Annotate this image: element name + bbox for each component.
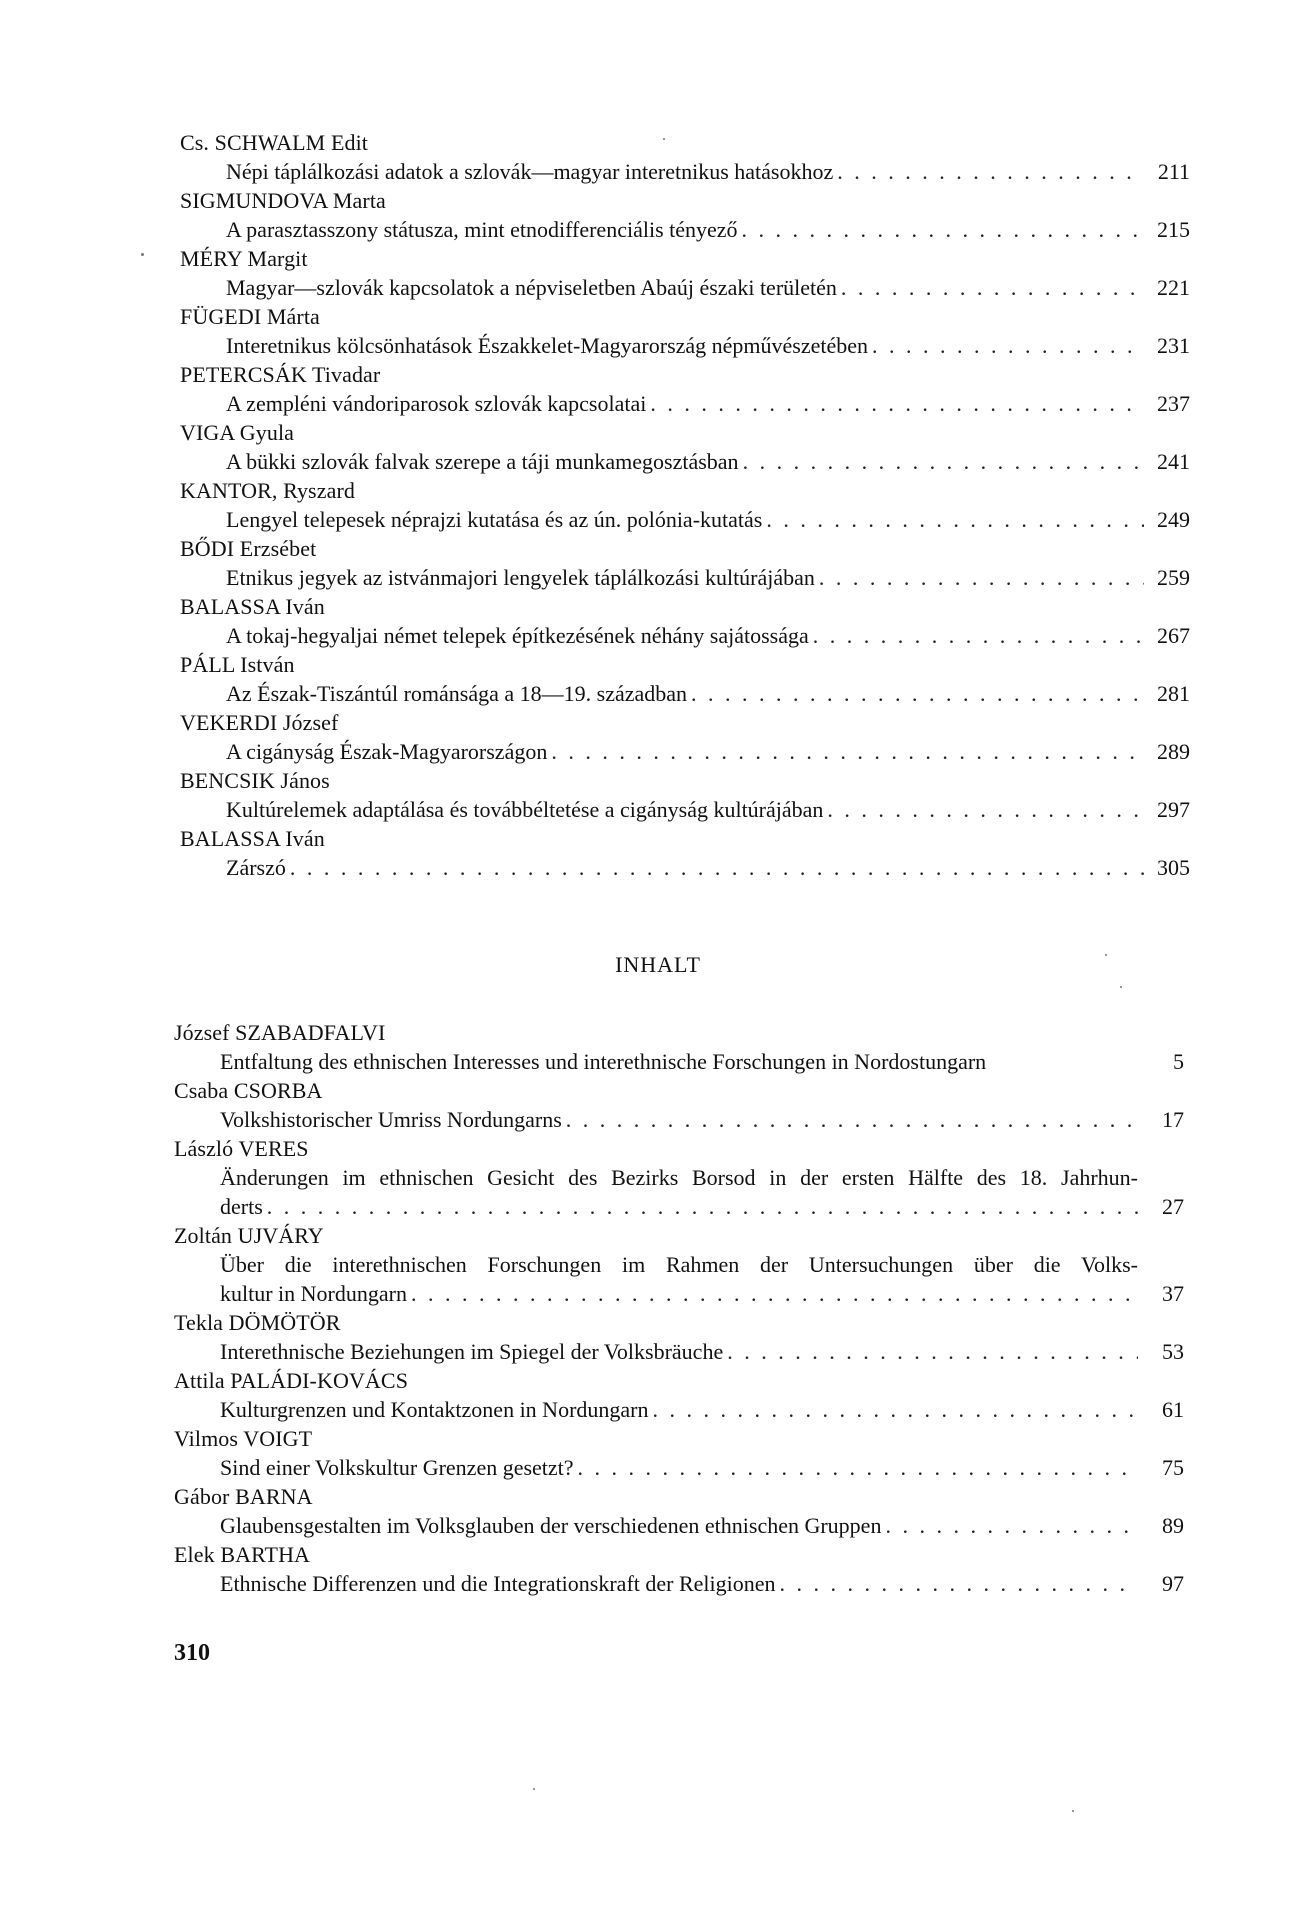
toc-line bbox=[226, 563, 1190, 592]
toc-page-number: 297 bbox=[1157, 797, 1190, 822]
toc-line bbox=[220, 1395, 1184, 1424]
toc-title-line: Über die interethnischen Forschungen im Rahmen der Untersuchungen über die Volks- bbox=[220, 1252, 1138, 1277]
toc-line bbox=[226, 157, 1190, 186]
toc-article bbox=[226, 331, 1190, 360]
toc-author: Csaba CSORBA bbox=[174, 1078, 323, 1103]
toc-page-number: 211 bbox=[1157, 159, 1190, 184]
toc-line bbox=[220, 1511, 1184, 1540]
toc-page-number: 17 bbox=[1162, 1107, 1184, 1132]
toc-entry bbox=[180, 418, 1190, 476]
toc-entry bbox=[174, 1424, 1184, 1482]
toc-article bbox=[226, 215, 1190, 244]
toc-title: A zempléni vándoriparosok szlovák kapcsolatai bbox=[226, 391, 647, 416]
toc-article bbox=[226, 795, 1190, 824]
toc-article bbox=[220, 1047, 1184, 1076]
toc-entry bbox=[180, 824, 1190, 882]
toc-line bbox=[226, 389, 1190, 418]
toc-article bbox=[220, 1163, 1184, 1221]
toc-line bbox=[226, 853, 1190, 882]
toc-article bbox=[220, 1395, 1184, 1424]
toc-page-number: 89 bbox=[1162, 1513, 1184, 1538]
toc-author: Zoltán UJVÁRY bbox=[174, 1223, 324, 1248]
toc-line bbox=[220, 1453, 1184, 1482]
toc-title: Volkshistorischer Umriss Nordungarns bbox=[220, 1107, 562, 1132]
toc-author: BALASSA Iván bbox=[180, 594, 325, 619]
toc-page-number: 305 bbox=[1157, 855, 1190, 880]
toc-line bbox=[226, 795, 1190, 824]
dot-leader bbox=[837, 273, 1144, 302]
scan-speck bbox=[533, 1788, 535, 1790]
toc-page-number: 241 bbox=[1157, 449, 1190, 474]
toc-entry bbox=[174, 1366, 1184, 1424]
toc-entry bbox=[180, 592, 1190, 650]
toc-author: Gábor BARNA bbox=[174, 1484, 313, 1509]
toc-article bbox=[226, 621, 1190, 650]
toc-author: FÜGEDI Márta bbox=[180, 304, 320, 329]
toc-entry bbox=[174, 1482, 1184, 1540]
toc-entry bbox=[174, 1540, 1184, 1598]
toc-line bbox=[226, 737, 1190, 766]
toc-author: VIGA Gyula bbox=[180, 420, 295, 445]
dot-leader bbox=[286, 853, 1144, 882]
toc-title: Etnikus jegyek az istvánmajori lengyelek táplálkozási kultúrájában bbox=[226, 565, 815, 590]
toc-page-number: 215 bbox=[1157, 217, 1190, 242]
toc-article bbox=[226, 389, 1190, 418]
dot-leader bbox=[881, 1511, 1138, 1540]
toc-title: kultur in Nordungarn bbox=[220, 1281, 407, 1306]
toc-line bbox=[220, 1047, 1184, 1076]
dot-leader bbox=[407, 1279, 1138, 1308]
toc-author: BALASSA Iván bbox=[180, 826, 325, 851]
toc-entry bbox=[180, 302, 1190, 360]
toc-author: Attila PALÁDI-KOVÁCS bbox=[174, 1368, 409, 1393]
dot-leader bbox=[648, 1395, 1138, 1424]
dot-leader bbox=[739, 447, 1144, 476]
toc-title: Sind einer Volkskultur Grenzen gesetzt? bbox=[220, 1455, 574, 1480]
section-heading-inhalt: INHALT bbox=[615, 952, 701, 977]
toc-entry bbox=[180, 128, 1190, 186]
toc-article bbox=[226, 447, 1190, 476]
toc-line bbox=[220, 1569, 1184, 1598]
toc-article bbox=[220, 1569, 1184, 1598]
toc-entry bbox=[174, 1018, 1184, 1076]
toc-author: Tekla DÖMÖTÖR bbox=[174, 1310, 341, 1335]
toc-line bbox=[226, 215, 1190, 244]
toc-line bbox=[226, 679, 1190, 708]
dot-leader bbox=[868, 331, 1144, 360]
toc-entry bbox=[174, 1134, 1184, 1221]
dot-leader bbox=[823, 795, 1144, 824]
toc-article bbox=[220, 1105, 1184, 1134]
toc-page-number: 281 bbox=[1157, 681, 1190, 706]
dot-leader bbox=[263, 1192, 1138, 1221]
toc-entry bbox=[180, 650, 1190, 708]
toc-title: Ethnische Differenzen und die Integrationskraft der Religionen bbox=[220, 1571, 776, 1596]
toc-page-number: 231 bbox=[1157, 333, 1190, 358]
toc-title: A cigányság Észak-Magyarországon bbox=[226, 739, 548, 764]
dot-leader bbox=[547, 737, 1144, 766]
toc-line bbox=[220, 1279, 1184, 1308]
toc-author: MÉRY Margit bbox=[180, 246, 308, 271]
toc-author: Elek BARTHA bbox=[174, 1542, 311, 1567]
toc-title: derts bbox=[220, 1194, 263, 1219]
toc-page-number: 75 bbox=[1162, 1455, 1184, 1480]
toc-author: BENCSIK János bbox=[180, 768, 330, 793]
toc-line bbox=[220, 1192, 1184, 1221]
dot-leader bbox=[562, 1105, 1138, 1134]
dot-leader bbox=[809, 621, 1144, 650]
toc-line bbox=[226, 505, 1190, 534]
scan-speck bbox=[1105, 954, 1107, 956]
scan-speck bbox=[663, 138, 665, 140]
toc-article bbox=[220, 1250, 1184, 1308]
table-of-contents-hungarian bbox=[180, 128, 1190, 882]
toc-title: Interethnische Beziehungen im Spiegel der Volksbräuche bbox=[220, 1339, 724, 1364]
scan-speck bbox=[141, 253, 144, 256]
toc-entry bbox=[180, 360, 1190, 418]
toc-entry bbox=[180, 244, 1190, 302]
toc-article bbox=[220, 1511, 1184, 1540]
toc-article bbox=[226, 853, 1190, 882]
toc-page-number: 289 bbox=[1157, 739, 1190, 764]
toc-page-number: 61 bbox=[1162, 1397, 1184, 1422]
toc-title: Entfaltung des ethnischen Interesses und interethnische Forschungen in Nordostungarn bbox=[220, 1049, 987, 1074]
table-of-contents-german bbox=[174, 1018, 1184, 1598]
toc-line bbox=[220, 1105, 1184, 1134]
dot-leader bbox=[815, 563, 1144, 592]
toc-page-number: 249 bbox=[1157, 507, 1190, 532]
toc-entry bbox=[180, 708, 1190, 766]
toc-page-number: 37 bbox=[1162, 1281, 1184, 1306]
toc-page-number: 221 bbox=[1157, 275, 1190, 300]
scan-speck bbox=[1072, 1810, 1074, 1812]
toc-title: Kulturgrenzen und Kontaktzonen in Nordungarn bbox=[220, 1397, 649, 1422]
toc-page-number: 27 bbox=[1162, 1194, 1184, 1219]
toc-entry bbox=[180, 186, 1190, 244]
toc-title: Népi táplálkozási adatok a szlovák—magyar interetnikus hatásokhoz bbox=[226, 159, 834, 184]
toc-page-number: 53 bbox=[1162, 1339, 1184, 1364]
toc-title: A bükki szlovák falvak szerepe a táji munkamegosztásban bbox=[226, 449, 739, 474]
toc-author: PETERCSÁK Tivadar bbox=[180, 362, 381, 387]
toc-article bbox=[226, 273, 1190, 302]
toc-article bbox=[226, 157, 1190, 186]
toc-author: László VERES bbox=[174, 1136, 309, 1161]
toc-title: Kultúrelemek adaptálása és továbbéltetése a cigányság kultúrájában bbox=[226, 797, 824, 822]
toc-line bbox=[226, 621, 1190, 650]
toc-entry bbox=[174, 1308, 1184, 1366]
page-number: 310 bbox=[174, 1640, 210, 1666]
toc-author: Cs. SCHWALM Edit bbox=[180, 130, 369, 155]
toc-article bbox=[226, 563, 1190, 592]
toc-title: Glaubensgestalten im Volksglauben der verschiedenen ethnischen Gruppen bbox=[220, 1513, 882, 1538]
toc-page-number: 259 bbox=[1157, 565, 1190, 590]
toc-page-number: 237 bbox=[1157, 391, 1190, 416]
toc-line bbox=[226, 331, 1190, 360]
toc-entry bbox=[180, 766, 1190, 824]
toc-author: Vilmos VOIGT bbox=[174, 1426, 313, 1451]
toc-author: József SZABADFALVI bbox=[174, 1020, 386, 1045]
toc-title: Zárszó bbox=[226, 855, 286, 880]
dot-leader bbox=[738, 215, 1144, 244]
toc-author: BŐDI Erzsébet bbox=[180, 536, 317, 561]
toc-page-number: 97 bbox=[1162, 1571, 1184, 1596]
toc-title: A parasztasszony státusza, mint etnodifferenciális tényező bbox=[226, 217, 738, 242]
toc-entry bbox=[180, 534, 1190, 592]
toc-line bbox=[226, 273, 1190, 302]
dot-leader bbox=[723, 1337, 1138, 1366]
dot-leader bbox=[762, 505, 1144, 534]
toc-article bbox=[226, 737, 1190, 766]
toc-title: Interetnikus kölcsönhatások Északkelet-Magyarország népművészetében bbox=[226, 333, 869, 358]
toc-author: PÁLL István bbox=[180, 652, 295, 677]
toc-page-number: 267 bbox=[1157, 623, 1190, 648]
toc-title: Az Észak-Tiszántúl románsága a 18—19. században bbox=[226, 681, 688, 706]
toc-title: A tokaj-hegyaljai német telepek építkezésének néhány sajátossága bbox=[226, 623, 809, 648]
toc-title: Lengyel telepesek néprajzi kutatása és az ún. polónia-kutatás bbox=[226, 507, 763, 532]
toc-title-line: Änderungen im ethnischen Gesicht des Bezirks Borsod in der ersten Hälfte des 18. Jahrhun- bbox=[220, 1165, 1138, 1190]
toc-author: SIGMUNDOVA Marta bbox=[180, 188, 386, 213]
toc-article bbox=[226, 679, 1190, 708]
toc-line bbox=[226, 447, 1190, 476]
toc-entry bbox=[174, 1076, 1184, 1134]
dot-leader bbox=[776, 1569, 1138, 1598]
dot-leader bbox=[687, 679, 1144, 708]
toc-article bbox=[226, 505, 1190, 534]
toc-article bbox=[220, 1337, 1184, 1366]
scan-speck bbox=[1120, 986, 1122, 988]
toc-entry bbox=[174, 1221, 1184, 1308]
toc-line bbox=[220, 1337, 1184, 1366]
toc-title: Magyar—szlovák kapcsolatok a népviseletben Abaúj északi területén bbox=[226, 275, 837, 300]
dot-leader bbox=[833, 157, 1144, 186]
toc-page-number: 5 bbox=[1173, 1049, 1184, 1074]
toc-article bbox=[220, 1453, 1184, 1482]
toc-entry bbox=[180, 476, 1190, 534]
toc-author: KANTOR, Ryszard bbox=[180, 478, 355, 503]
dot-leader bbox=[646, 389, 1144, 418]
toc-author: VEKERDI József bbox=[180, 710, 339, 735]
dot-leader bbox=[574, 1453, 1138, 1482]
